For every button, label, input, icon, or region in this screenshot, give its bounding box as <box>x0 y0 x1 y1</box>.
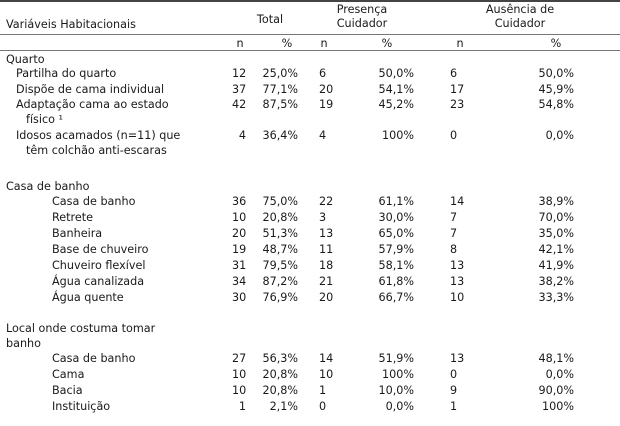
table-cell: 1 <box>238 400 246 413</box>
table-cell: 87,2% <box>262 275 298 288</box>
table-cell: 12 <box>232 67 247 80</box>
table-cell: 13 <box>450 259 465 272</box>
table-cell: 19 <box>232 243 247 256</box>
table-cell: 30 <box>232 291 247 304</box>
table-cell: 0 <box>450 368 458 381</box>
row-label: Chuveiro flexível <box>52 259 146 272</box>
table-cell: 77,1% <box>262 83 298 96</box>
table-cell: 22 <box>319 195 334 208</box>
table-cell: 75,0% <box>262 195 298 208</box>
table-cell: 7 <box>450 211 458 224</box>
table-cell: 10 <box>232 384 247 397</box>
row-label: Partilha do quarto <box>16 67 117 80</box>
table-cell: 2,1% <box>269 400 298 413</box>
table-cell: 61,8% <box>378 275 414 288</box>
table-cell: 76,9% <box>262 291 298 304</box>
sub-header-n-absence: n <box>456 37 464 50</box>
table-cell: 19 <box>319 98 334 111</box>
row-label: Cama <box>52 368 85 381</box>
table-cell: 7 <box>450 227 458 240</box>
absence-header-line1: Ausência de <box>485 3 555 16</box>
table-cell: 17 <box>450 83 465 96</box>
row-label: Banheira <box>52 227 103 240</box>
table-cell: 38,2% <box>538 275 574 288</box>
table-cell: 58,1% <box>378 259 414 272</box>
table-cell: 6 <box>319 67 327 80</box>
row-label: Adaptação cama ao estado <box>16 98 169 111</box>
total-header: Total <box>256 13 284 26</box>
table-cell: 65,0% <box>378 227 414 240</box>
table-cell: 23 <box>450 98 465 111</box>
row-label: Casa de banho <box>52 195 136 208</box>
table-cell: 42,1% <box>538 243 574 256</box>
row-label-header: Variáveis Habitacionais <box>6 18 136 31</box>
table-cell: 0,0% <box>385 400 414 413</box>
table-cell: 41,9% <box>538 259 574 272</box>
table-cell: 20 <box>232 227 247 240</box>
sub-header-pct-presence: % <box>381 37 393 50</box>
table-cell: 87,5% <box>262 98 298 111</box>
sub-header-pct-absence: % <box>550 37 562 50</box>
row-label: Bacia <box>52 384 83 397</box>
table-cell: 51,3% <box>262 227 298 240</box>
table-cell: 48,7% <box>262 243 298 256</box>
table-cell: 20 <box>319 291 334 304</box>
table-cell: 35,0% <box>538 227 574 240</box>
header-rule-2 <box>0 50 620 51</box>
table-cell: 79,5% <box>262 259 298 272</box>
table-cell: 61,1% <box>378 195 414 208</box>
section-title: Quarto <box>6 53 45 66</box>
table-cell: 4 <box>238 129 246 142</box>
row-label: Instituição <box>52 400 111 413</box>
table-cell: 1 <box>319 384 327 397</box>
table-cell: 33,3% <box>538 291 574 304</box>
table-top-rule <box>0 0 620 2</box>
table-cell: 51,9% <box>378 352 414 365</box>
sub-header-pct-total: % <box>281 37 293 50</box>
row-label: Casa de banho <box>52 352 136 365</box>
row-label: Água canalizada <box>52 275 145 288</box>
section-title: banho <box>6 337 41 350</box>
table-cell: 3 <box>319 211 327 224</box>
table-cell: 50,0% <box>538 67 574 80</box>
table-cell: 27 <box>232 352 247 365</box>
table-cell: 57,9% <box>378 243 414 256</box>
table-cell: 0 <box>450 129 458 142</box>
table-cell: 0 <box>319 400 327 413</box>
table-cell: 20,8% <box>262 368 298 381</box>
table-cell: 54,8% <box>538 98 574 111</box>
table-cell: 18 <box>319 259 334 272</box>
table-cell: 66,7% <box>378 291 414 304</box>
table-cell: 50,0% <box>378 67 414 80</box>
table-cell: 10 <box>450 291 465 304</box>
table-cell: 30,0% <box>378 211 414 224</box>
sub-header-n-total: n <box>236 37 244 50</box>
table-cell: 31 <box>232 259 247 272</box>
table-cell: 45,9% <box>538 83 574 96</box>
table-cell: 48,1% <box>538 352 574 365</box>
table-cell: 13 <box>319 227 334 240</box>
table-cell: 20,8% <box>262 384 298 397</box>
row-label: Idosos acamados (n=11) que <box>16 129 181 142</box>
section-title: Local onde costuma tomar <box>6 322 156 335</box>
absence-header-line2: Cuidador <box>494 17 546 30</box>
section-title: Casa de banho <box>6 180 90 193</box>
table-cell: 90,0% <box>538 384 574 397</box>
header-rule-1 <box>0 34 620 35</box>
table-cell: 21 <box>319 275 334 288</box>
row-label: têm colchão anti-escaras <box>26 144 167 157</box>
table-cell: 42 <box>232 98 247 111</box>
table-cell: 14 <box>450 195 465 208</box>
presence-header-line2: Cuidador <box>336 17 388 30</box>
row-label: Água quente <box>52 291 124 304</box>
table-cell: 70,0% <box>538 211 574 224</box>
table-cell: 37 <box>232 83 247 96</box>
table-cell: 14 <box>319 352 334 365</box>
table-cell: 6 <box>450 67 458 80</box>
table-cell: 0,0% <box>545 368 574 381</box>
table-cell: 25,0% <box>262 67 298 80</box>
table-cell: 54,1% <box>378 83 414 96</box>
row-label: Retrete <box>52 211 94 224</box>
table-cell: 36,4% <box>262 129 298 142</box>
table-cell: 10 <box>319 368 334 381</box>
row-label: Dispõe de cama individual <box>16 83 165 96</box>
sub-header-n-presence: n <box>320 37 328 50</box>
table-cell: 20 <box>319 83 334 96</box>
table-cell: 11 <box>319 243 334 256</box>
table-cell: 9 <box>450 384 458 397</box>
table-cell: 38,9% <box>538 195 574 208</box>
table-cell: 56,3% <box>262 352 298 365</box>
row-label: Base de chuveiro <box>52 243 149 256</box>
table-cell: 100% <box>382 368 414 381</box>
table-cell: 10 <box>232 211 247 224</box>
table-cell: 1 <box>450 400 458 413</box>
table-cell: 0,0% <box>545 129 574 142</box>
table-cell: 100% <box>542 400 574 413</box>
table-cell: 36 <box>232 195 247 208</box>
table-cell: 10 <box>232 368 247 381</box>
table-cell: 45,2% <box>378 98 414 111</box>
table-cell: 13 <box>450 275 465 288</box>
table-cell: 10,0% <box>378 384 414 397</box>
table-cell: 34 <box>232 275 247 288</box>
presence-header-line1: Presença <box>336 3 388 16</box>
table-cell: 8 <box>450 243 458 256</box>
table-cell: 100% <box>382 129 414 142</box>
table-cell: 13 <box>450 352 465 365</box>
row-label: físico ¹ <box>26 113 64 126</box>
table-cell: 20,8% <box>262 211 298 224</box>
table-cell: 4 <box>319 129 327 142</box>
